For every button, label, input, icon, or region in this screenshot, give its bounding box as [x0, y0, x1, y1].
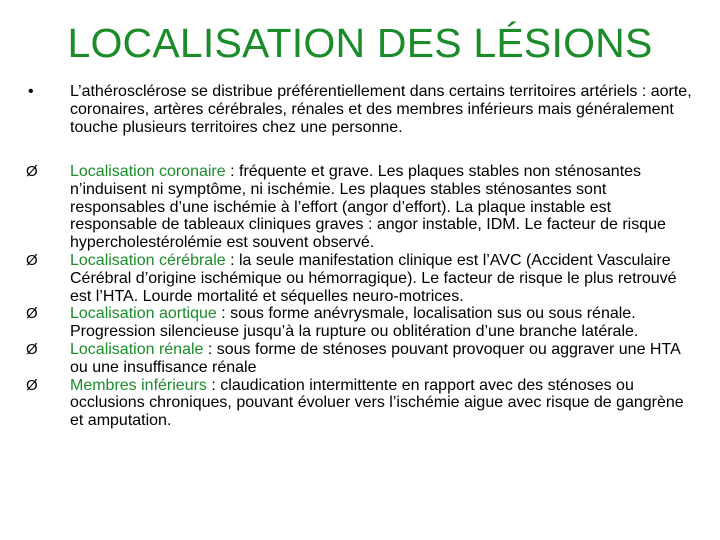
item-label: Localisation aortique: [70, 305, 217, 323]
item-label: Localisation rénale: [70, 340, 204, 358]
list-item-aortique: [24, 305, 694, 341]
item-description: : sous forme de sténoses pouvant provoquer ou aggraver une HTA ou une insuffisance rénale: [70, 340, 680, 376]
intro-text: L’athérosclérose se distribue préférentiellement dans certains territoires artériels : aorte, coronaires, artères cérébrales, rénales et des membres inférieurs mais généralement touche plusieurs territoires chez une personne.: [70, 83, 692, 136]
list-item-text: [70, 163, 694, 252]
list-item-text: [70, 252, 694, 305]
list-item-coronaire: [24, 163, 694, 252]
list-item-renale: [24, 341, 694, 377]
slide-title: LOCALISATION DES LÉSIONS: [67, 20, 653, 66]
arrow-bullet-icon: Ø: [26, 340, 38, 358]
arrow-bullet-icon: Ø: [26, 251, 38, 269]
list-item-membres-inferieurs: [24, 377, 694, 430]
item-label: Localisation cérébrale: [70, 251, 226, 269]
list-item-cerebrale: [24, 252, 694, 305]
list-item-text: [70, 305, 694, 341]
list-item-text: [70, 341, 694, 377]
bullet-dot-icon: •: [28, 83, 34, 100]
intro-paragraph: [24, 83, 694, 137]
item-description: : la seule manifestation clinique est l’AVC (Accident Vasculaire Cérébral d’origine ischémique ou hémorragique). Le facteur de risque le plus retrouvé est l’HTA. Lourde mortalité et séquelles neuro-motrices.: [70, 251, 677, 305]
list-item-text: [70, 377, 694, 430]
arrow-bullet-icon: Ø: [26, 163, 38, 180]
item-description: : sous forme anévrysmale, localisation sus ou sous rénale. Progression silencieuse jusqu’à la rupture ou oblitération d’une branche latérale.: [70, 305, 639, 341]
arrow-bullet-icon: Ø: [26, 376, 38, 394]
item-description: : fréquente et grave. Les plaques stables non sténosantes n’induisent ni symptôme, ni ischémie. Les plaques stables sténosantes sont responsables d’une ischémie à l’effort (angor d’effort). La plaque instable est responsable de tableaux cliniques graves : angor instable, IDM. Le facteur de risque hypercholestérolémie est souvent observé.: [70, 163, 666, 252]
localisation-list: [24, 163, 694, 430]
item-description: : claudication intermittente en rapport avec des sténoses ou occlusions chroniques, pouvant évoluer vers l’ischémie aigue avec risque de gangrène et amputation.: [70, 376, 684, 430]
item-label: Localisation coronaire: [70, 163, 226, 180]
item-label: Membres inférieurs: [70, 376, 207, 394]
arrow-bullet-icon: Ø: [26, 305, 38, 323]
